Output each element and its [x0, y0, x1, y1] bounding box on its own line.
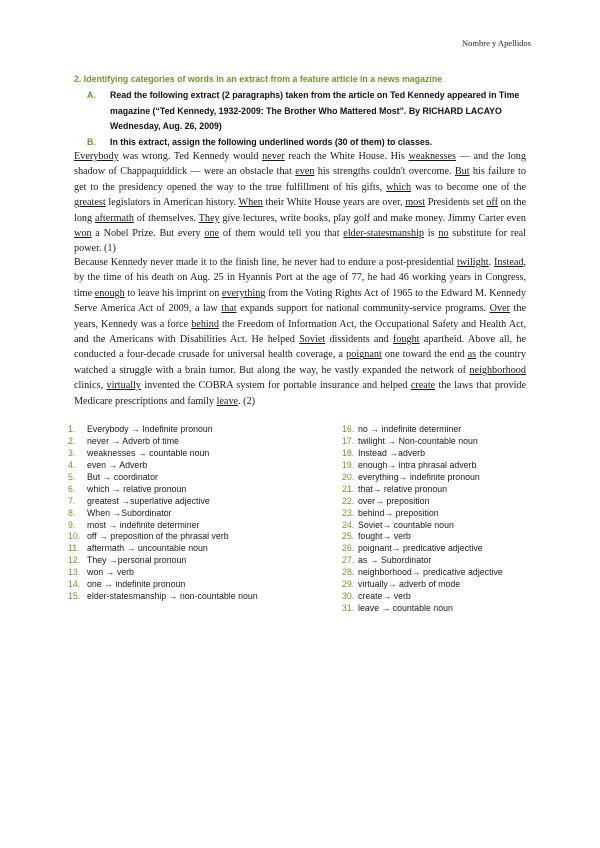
answer-text: as → Subordinator	[358, 555, 432, 566]
answer-number: 17.	[342, 435, 355, 446]
answer-text: enough→ intra phrasal adverb	[358, 459, 477, 470]
underlined-word: Instead	[494, 257, 524, 268]
answer-number: 15.	[68, 591, 81, 602]
underlined-word: When	[238, 197, 263, 209]
answer-item	[68, 567, 258, 579]
answer-text: Everybody → Indefinite pronoun	[87, 424, 213, 434]
answer-number: 28.	[342, 567, 355, 578]
underlined-word: never	[262, 151, 285, 162]
paragraph-text: dissidents and	[325, 334, 393, 346]
answer-text: But → coordinator	[87, 471, 158, 482]
underlined-word: which	[386, 181, 412, 193]
answer-text: twilight → Non-countable noun	[358, 435, 478, 446]
underlined-word: no	[438, 228, 449, 240]
answer-number: 21.	[342, 483, 355, 494]
underlined-word: Over	[489, 303, 511, 315]
answer-number: 1.	[68, 424, 76, 434]
answer-number: 10.	[68, 531, 81, 542]
underlined-word: They	[198, 212, 220, 224]
answer-text: everything→ indefinite pronoun	[358, 471, 480, 482]
answer-number: 18.	[342, 447, 355, 458]
paragraph-text: a Nobel Prize. But every	[91, 228, 205, 240]
answer-text: even → Adverb	[87, 459, 148, 470]
underlined-word: twilight	[456, 257, 489, 268]
paragraph-text: give lectures, write books, play golf and make money. Jimmy Carter even	[219, 212, 526, 224]
answer-text: leave → countable noun	[358, 603, 453, 614]
answer-item	[342, 591, 503, 603]
paragraph-text: from the Voting Rights Act of 1965 to the Edward M. Kennedy Serve America Act of 2009, a law	[74, 287, 526, 315]
paragraph-text: the years, Kennedy was a force	[74, 303, 527, 330]
paragraph-text: clinics,	[74, 380, 107, 392]
answer-text: which → relative pronoun	[87, 483, 187, 494]
answer-text: weaknesses → countable noun	[87, 447, 210, 458]
answer-item	[342, 579, 503, 591]
answer-item	[68, 531, 258, 543]
underlined-word: as	[467, 349, 477, 361]
answer-text: one → indefinite pronoun	[87, 579, 186, 590]
extract-paragraph-1	[74, 149, 526, 257]
answer-text: They →personal pronoun	[87, 555, 187, 566]
instruction-a	[87, 88, 532, 135]
underlined-word: enough	[94, 287, 125, 299]
student-name-header: Nombre y Apellidos	[462, 38, 531, 48]
answer-item	[342, 436, 503, 448]
answer-text: over→ preposition	[358, 495, 430, 506]
answer-number: 29.	[342, 579, 355, 590]
answer-number: 16.	[342, 424, 355, 434]
paragraph-text: his strengths couldn't overcome.	[314, 166, 455, 178]
underlined-word: won	[74, 228, 92, 240]
answer-number: 4.	[68, 459, 76, 470]
answer-number: 9.	[68, 519, 76, 530]
answer-number: 5.	[68, 471, 76, 482]
answer-number: 2.	[68, 435, 76, 446]
answer-item	[342, 424, 503, 436]
underlined-word: neighborhood	[469, 364, 526, 376]
underlined-word: But	[454, 166, 470, 178]
instruction-b-text: In this extract, assign the following underlined words (30 of them) to classes.	[110, 137, 433, 147]
answer-item	[68, 436, 258, 448]
answer-text: Soviet→ countable noun	[358, 519, 454, 530]
underlined-word: off	[486, 197, 498, 209]
answer-item	[342, 472, 503, 484]
answer-text: that→ relative pronoun	[358, 483, 447, 494]
task-title: 2. Identifying categories of words in an extract from a feature article in a news magazine	[74, 74, 443, 84]
answer-text: greatest →superlative adjective	[87, 495, 210, 506]
underlined-word: everything	[221, 287, 266, 299]
answer-text: no → indefinite determiner	[358, 424, 462, 434]
answer-item	[68, 520, 258, 532]
paragraph-text: apartheid. Above all, he conducted a four-decade crusade for universal health coverage, a	[74, 334, 526, 361]
paragraph-text: was to become one of the	[411, 181, 527, 193]
answer-number: 26.	[342, 543, 355, 554]
underlined-word: virtually	[106, 380, 142, 392]
underlined-word: that	[221, 303, 237, 315]
answer-text: poignant→ predicative adjective	[358, 543, 483, 554]
answer-text: elder-statesmanship → non-countable noun	[87, 591, 258, 602]
underlined-word: one	[204, 228, 220, 240]
answer-text: won → verb	[87, 567, 134, 578]
answer-number: 30.	[342, 591, 355, 602]
answer-number: 12.	[68, 555, 81, 566]
answer-item	[342, 603, 503, 615]
answer-text: most → indefinite determiner	[87, 519, 200, 530]
answer-item	[342, 531, 503, 543]
answer-number: 25.	[342, 531, 355, 542]
answer-item	[342, 520, 503, 532]
underlined-word: Everybody	[74, 151, 119, 162]
instruction-b-marker: B.	[87, 137, 96, 147]
answer-text: Instead →adverb	[358, 447, 425, 458]
paragraph-text: one toward the end	[381, 349, 468, 361]
answer-item	[342, 496, 503, 508]
answer-number: 7.	[68, 495, 76, 506]
paragraph-text: expands support for national community-service programs.	[236, 303, 490, 315]
answer-number: 14.	[68, 579, 81, 590]
underlined-word: aftermath	[94, 212, 134, 224]
paragraph-text: substitute for real power. (1)	[74, 228, 527, 255]
instruction-a-marker: A.	[87, 90, 96, 100]
answer-text: never → Adverb of time	[87, 435, 179, 446]
paragraph-text: the country watched a struggle with a brain tumor. But along the way, he vastly expanded the network of	[74, 349, 527, 376]
paragraph-text: of themselves.	[133, 212, 199, 224]
answer-text: When →Subordinator	[87, 507, 172, 518]
paragraph-text: on the long	[74, 197, 527, 224]
underlined-word: elder-statesmanship	[343, 228, 425, 240]
underlined-word: create	[410, 380, 436, 392]
underlined-word: most	[405, 197, 426, 209]
answer-list-right	[342, 424, 503, 615]
answer-item	[68, 579, 258, 591]
answer-item	[68, 555, 258, 567]
answer-number: 6.	[68, 483, 76, 494]
paragraph-text: invented the COBRA system for portable insurance and helped	[141, 380, 411, 392]
paragraph-text: , by the time of his death on Aug. 25 in Hyannis Port at the age of 77, he had 46 working years in Congress, time	[74, 257, 526, 299]
answer-item	[68, 472, 258, 484]
answer-number: 11.	[68, 543, 80, 554]
answer-number: 22.	[342, 495, 355, 506]
answer-item	[342, 460, 503, 472]
underlined-word: leave	[216, 395, 239, 407]
paragraph-text: to leave his imprint on	[124, 287, 222, 299]
answer-number: 23.	[342, 507, 355, 518]
paragraph-text: was wrong. Ted Kennedy would	[118, 151, 263, 162]
paragraph-text: .	[488, 257, 495, 268]
answer-number: 20.	[342, 471, 355, 482]
answer-text: create→ verb	[358, 591, 411, 602]
paragraph-text: Because Kennedy never made it to the finish line, he never had to endure a post-presidential	[74, 257, 457, 268]
answer-number: 27.	[342, 555, 355, 566]
underlined-word: behind	[191, 318, 219, 330]
underlined-word: poignant	[346, 349, 382, 361]
paragraph-text: . (2)	[238, 395, 256, 407]
paragraph-text: the laws that provide Medicare prescriptions and family	[74, 380, 527, 407]
answer-item	[342, 448, 503, 460]
underlined-word: weaknesses	[408, 151, 456, 162]
paragraph-text: his failure to get to the presidency opened the way to the true fulfillment of his gifts,	[74, 166, 526, 193]
answer-number: 31.	[342, 603, 355, 614]
paragraph-text: — and the long shadow of Chappaquiddick — were an obstacle that	[74, 151, 526, 178]
answer-item	[68, 484, 258, 496]
answer-item	[68, 424, 258, 436]
answer-text: fought→ verb	[358, 531, 411, 542]
answer-number: 13.	[68, 567, 81, 578]
paragraph-text: the Freedom of Information Act, the Occupational Safety and Health Act, and the Americans with Disabilities Act. He helped	[74, 318, 526, 346]
answer-number: 3.	[68, 447, 76, 458]
answer-item	[68, 543, 258, 555]
paragraph-text: Presidents set	[425, 197, 487, 209]
answer-number: 19.	[342, 459, 355, 470]
answer-text: aftermath → uncountable noun	[87, 543, 208, 554]
paragraph-text: reach the White House. His	[284, 151, 409, 162]
answer-text: neighborhood→ predicative adjective	[358, 567, 503, 578]
answer-item	[342, 484, 503, 496]
answer-number: 24.	[342, 519, 355, 530]
answer-item	[68, 591, 258, 603]
answer-item	[68, 448, 258, 460]
underlined-word: Soviet	[299, 334, 326, 346]
underlined-word: fought	[392, 334, 420, 346]
underlined-word: even	[295, 166, 315, 178]
answer-number: 8.	[68, 507, 76, 518]
answer-item	[342, 508, 503, 520]
paragraph-text: of them would tell you that	[219, 228, 344, 240]
answer-text: behind→ preposition	[358, 507, 439, 518]
answer-text: off → preposition of the phrasal verb	[87, 531, 229, 542]
answer-item	[342, 567, 503, 579]
answer-item	[342, 543, 503, 555]
paragraph-text: their White House years are over,	[262, 197, 406, 209]
paragraph-text: is	[424, 228, 439, 240]
paragraph-text: legislators in American history.	[105, 197, 239, 209]
answer-item	[68, 496, 258, 508]
answer-item	[68, 460, 258, 472]
instruction-a-text: Read the following extract (2 paragraphs) taken from the article on Ted Kennedy appeared in Time magazine (“Ted Kennedy, 1932-2009: The Brother Who Mattered Most”. By RICHARD LACAYO Wednesday, Aug. 26, 2009)	[110, 90, 520, 131]
answer-item	[342, 555, 503, 567]
extract-paragraph-2	[74, 255, 526, 409]
underlined-word: greatest	[74, 197, 106, 209]
answer-list-left	[68, 424, 258, 603]
answer-text: virtually→ adverb of mode	[358, 579, 461, 590]
answer-item	[68, 508, 258, 520]
